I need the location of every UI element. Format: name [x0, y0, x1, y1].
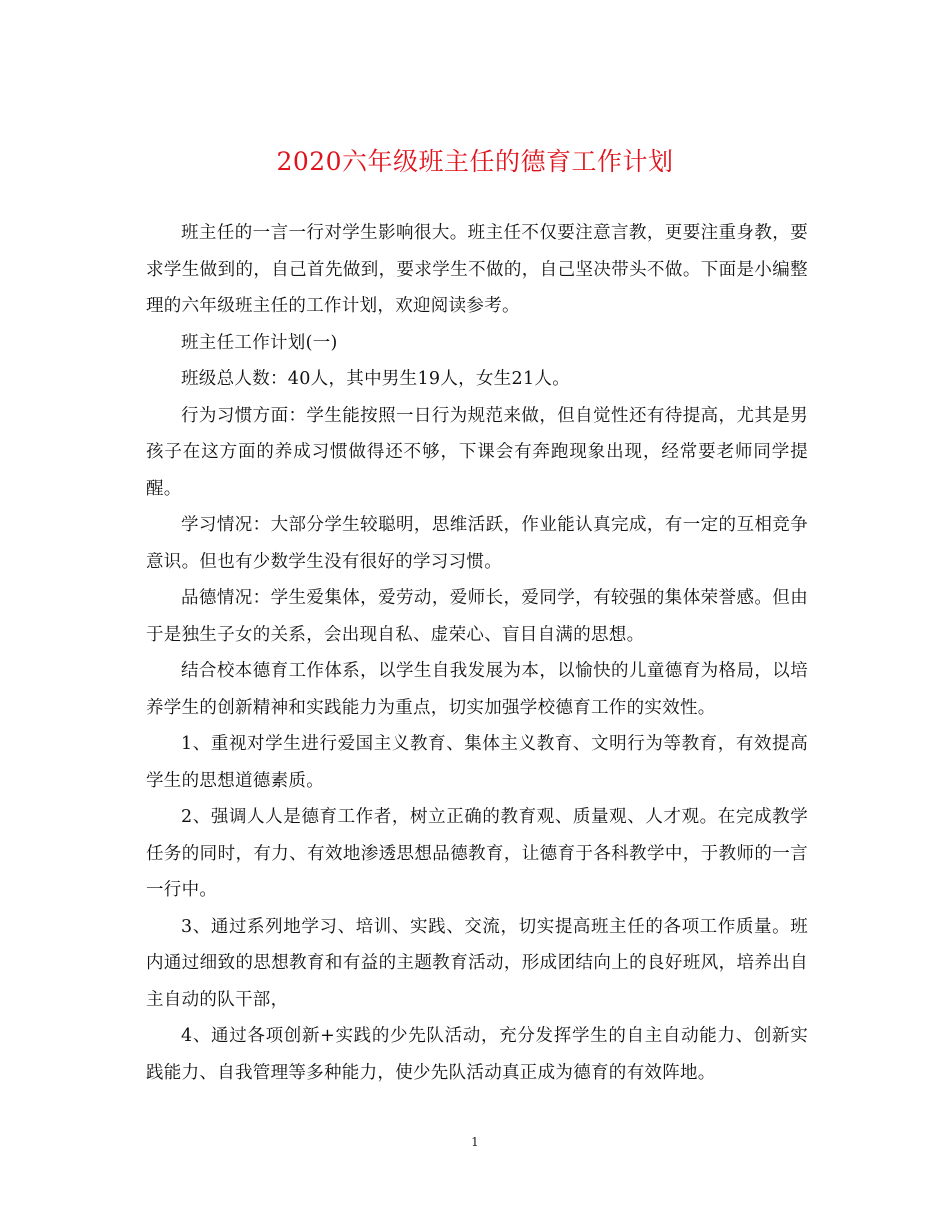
paragraph-item-1: 1、重视对学生进行爱国主义教育、集体主义教育、文明行为等教育，有效提高学生的思想道德素质。	[146, 734, 808, 791]
paragraph-item-3: 3、通过系列地学习、培训、实践、交流，切实提高班主任的各项工作质量。班内通过细致的思想教育和有益的主题教育活动，形成团结向上的良好班风，培养出自主自动的队干部，	[146, 916, 808, 1010]
page-number: 1	[471, 1135, 479, 1149]
document-body	[146, 215, 808, 1091]
document-title: 2020六年级班主任的德育工作计划	[276, 147, 674, 176]
paragraph-system: 结合校本德育工作体系，以学生自我发展为本，以愉快的儿童德育为格局，以培养学生的创新精神和实践能力为重点，切实加强学校德育工作的实效性。	[146, 661, 808, 718]
paragraph-study: 学习情况：大部分学生较聪明，思维活跃，作业能认真完成，有一定的互相竞争意识。但也有少数学生没有很好的学习习惯。	[146, 515, 808, 572]
paragraph-plan-heading: 班主任工作计划(一)	[181, 332, 338, 353]
paragraph-morality: 品德情况：学生爱集体，爱劳动，爱师长，爱同学，有较强的集体荣誉感。但由于是独生子女的关系，会出现自私、虚荣心、盲目自满的思想。	[146, 588, 808, 645]
paragraph-behavior: 行为习惯方面：学生能按照一日行为规范来做，但自觉性还有待提高，尤其是男孩子在这方面的养成习惯做得还不够，下课会有奔跑现象出现，经常要老师同学提醒。	[146, 405, 808, 499]
paragraph-item-4: 4、通过各项创新+实践的少先队活动，充分发挥学生的自主自动能力、创新实践能力、自我管理等多种能力，使少先队活动真正成为德育的有效阵地。	[146, 1026, 808, 1083]
paragraph-intro: 班主任的一言一行对学生影响很大。班主任不仅要注意言教，更要注重身教，要求学生做到的，自己首先做到，要求学生不做的，自己坚决带头不做。下面是小编整理的六年级班主任的工作计划，欢迎阅读参考。	[146, 223, 808, 316]
paragraph-item-2: 2、强调人人是德育工作者，树立正确的教育观、质量观、人才观。在完成教学任务的同时，有力、有效地渗透思想品德教育，让德育于各科教学中，于教师的一言一行中。	[146, 807, 808, 900]
paragraph-class-size: 班级总人数：40人，其中男生19人，女生21人。	[181, 369, 571, 389]
